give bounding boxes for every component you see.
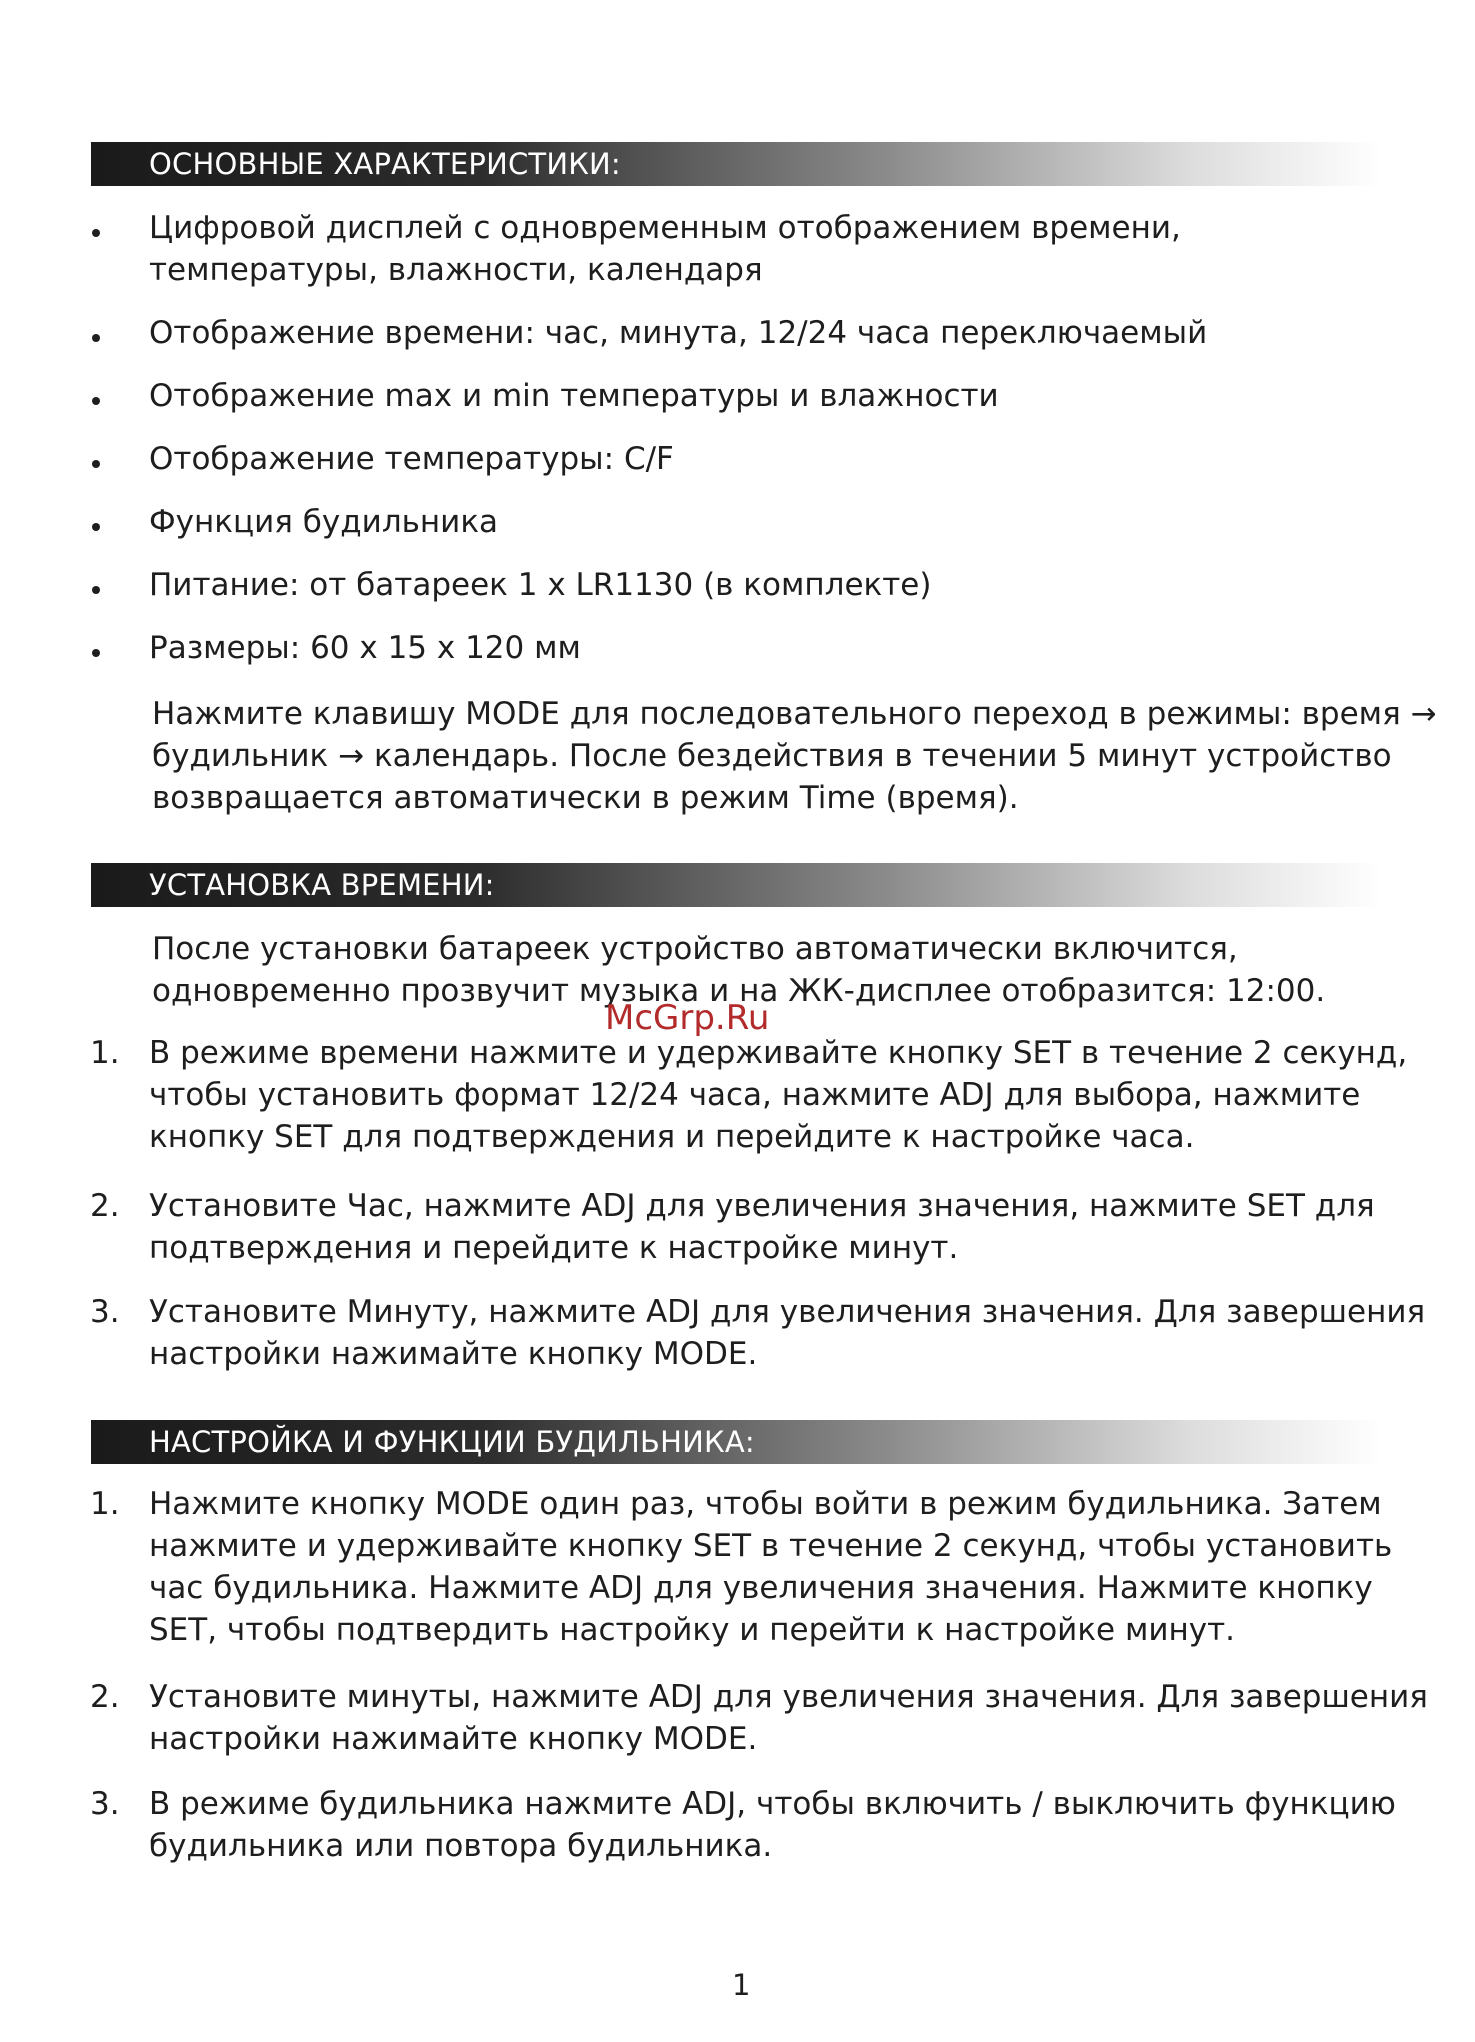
alarm-step: Нажмите кнопку MODE один раз, чтобы войти в режим будильника. Затем нажмите и удерживайте кнопку SET в течение 2 секунд, чтобы установить час будильника. Нажмите ADJ для увеличения значения. Нажмите кнопку SET, чтобы подтвердить настройку и перейти к настройке минут. bbox=[149, 1486, 1393, 1648]
section-title: УСТАНОВКА ВРЕМЕНИ: bbox=[149, 868, 495, 902]
time-step: Установите Час, нажмите ADJ для увеличения значения, нажмите SET для подтверждения и перейдите к настройке минут. bbox=[149, 1188, 1375, 1266]
step-number: 3. bbox=[90, 1786, 120, 1822]
feature-item: Размеры: 60 x 15 x 120 мм bbox=[149, 630, 581, 666]
section-header-main-features bbox=[91, 142, 1381, 186]
time-step: В режиме времени нажмите и удерживайте кнопку SET в течение 2 секунд, чтобы установить формат 12/24 часа, нажмите ADJ для выбора, нажмите кнопку SET для подтверждения и перейдите к настройке часа. bbox=[149, 1035, 1408, 1155]
section-header-time-setting bbox=[91, 863, 1381, 907]
step-number: 1. bbox=[90, 1486, 120, 1522]
time-intro: После установки батареек устройство автоматически включится, одновременно прозвучит музыка и на ЖК-дисплее отобразится: 12:00. bbox=[152, 931, 1326, 1009]
bullet-icon bbox=[92, 229, 100, 237]
feature-item: Отображение max и min температуры и влажности bbox=[149, 378, 999, 414]
feature-item: Функция будильника bbox=[149, 504, 499, 540]
feature-item: Питание: от батареек 1 x LR1130 (в комплекте) bbox=[149, 567, 932, 603]
feature-item: Отображение температуры: C/F bbox=[149, 441, 674, 477]
step-number: 2. bbox=[90, 1679, 120, 1715]
bullet-icon bbox=[92, 460, 100, 468]
step-number: 2. bbox=[90, 1188, 120, 1224]
bullet-icon bbox=[92, 523, 100, 531]
alarm-step: Установите минуты, нажмите ADJ для увеличения значения. Для завершения настройки нажимайте кнопку MODE. bbox=[149, 1679, 1428, 1757]
step-number: 3. bbox=[90, 1294, 120, 1330]
bullet-icon bbox=[92, 334, 100, 342]
watermark: McGrp.Ru bbox=[605, 998, 770, 1038]
feature-item: Цифровой дисплей с одновременным отображением времени, температуры, влажности, календаря bbox=[149, 210, 1181, 288]
section-title: ОСНОВНЫЕ ХАРАКТЕРИСТИКИ: bbox=[149, 147, 621, 181]
alarm-step: В режиме будильника нажмите ADJ, чтобы включить / выключить функцию будильника или повтора будильника. bbox=[149, 1786, 1396, 1864]
mode-note: Нажмите клавишу MODE для последовательного переход в режимы: время → будильник → календарь. После бездействия в течении 5 минут устройство возвращается автоматически в режим Time (время). bbox=[152, 696, 1437, 816]
page-number: 1 bbox=[732, 1968, 751, 2002]
step-number: 1. bbox=[90, 1035, 120, 1071]
bullet-icon bbox=[92, 397, 100, 405]
time-step: Установите Минуту, нажмите ADJ для увеличения значения. Для завершения настройки нажимайте кнопку MODE. bbox=[149, 1294, 1426, 1372]
bullet-icon bbox=[92, 586, 100, 594]
feature-item: Отображение времени: час, минута, 12/24 часа переключаемый bbox=[149, 315, 1208, 351]
section-header-alarm bbox=[91, 1420, 1381, 1464]
bullet-icon bbox=[92, 649, 100, 657]
section-title: НАСТРОЙКА И ФУНКЦИИ БУДИЛЬНИКА: bbox=[149, 1425, 755, 1459]
